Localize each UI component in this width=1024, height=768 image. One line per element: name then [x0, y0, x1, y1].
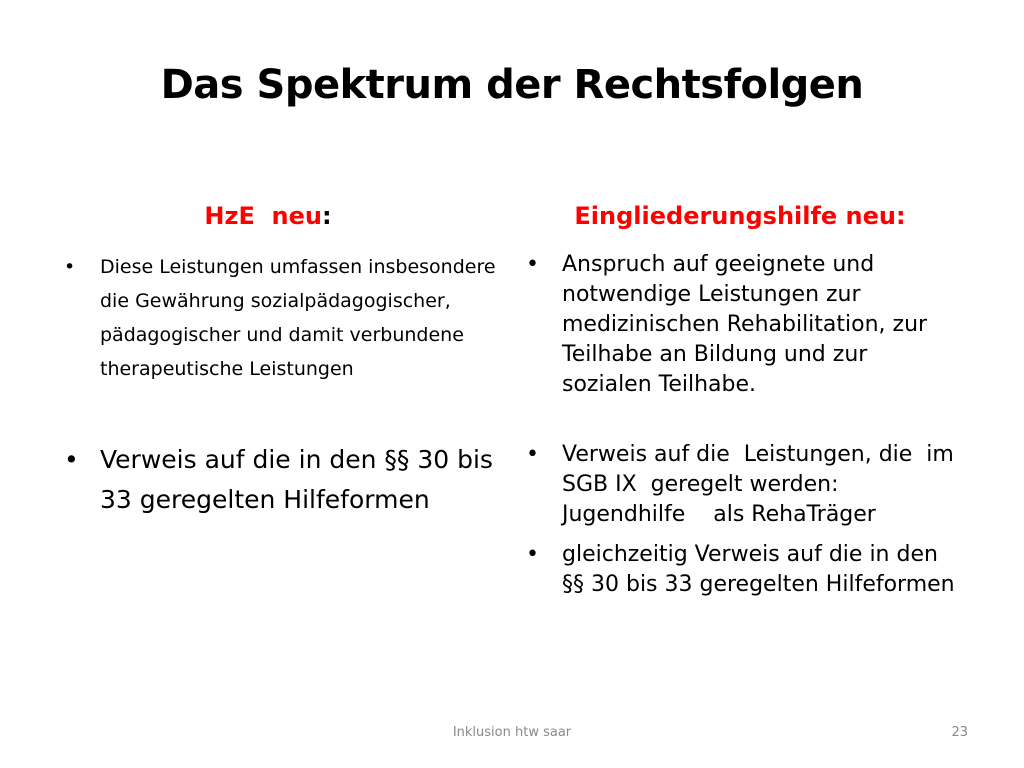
right-column-heading: Eingliederungshilfe neu: [574, 202, 906, 230]
left-column-heading [38, 200, 498, 232]
page-number: 23 [951, 725, 968, 740]
slide-title: Das Spektrum der Rechtsfolgen [160, 62, 864, 108]
bullet-icon: • [526, 442, 539, 467]
footer-text: Inklusion htw saar [452, 725, 572, 740]
bullet-icon: • [526, 252, 539, 277]
bullet-icon: • [64, 256, 76, 278]
bullet-text: gleichzeitig Verweis auf die in den §§ 30 bis 33 geregelten Hilfeformen [562, 542, 955, 597]
bullet-text: Verweis auf die Leistungen, die im SGB IX geregelt werden: Jugendhilfe als RehaTräger [562, 442, 968, 527]
bullet-icon: • [64, 445, 79, 474]
left-heading-text: HzE neu [204, 202, 322, 230]
left-heading-colon: : [322, 202, 332, 230]
right-column [520, 200, 968, 600]
list-item [520, 440, 968, 530]
left-bullet-list [58, 250, 498, 520]
list-item [58, 440, 498, 520]
bullet-text: Diese Leistungen umfassen insbesondere die Gewährung sozialpädagogischer, pädagogischer und damit verbundene therapeutische Leistungen [100, 256, 496, 380]
bullet-text: Verweis auf die in den §§ 30 bis 33 geregelten Hilfeformen [100, 445, 493, 514]
list-item [520, 250, 960, 400]
list-item [58, 250, 498, 386]
right-bullet-list [520, 250, 968, 600]
list-item [520, 540, 960, 600]
bullet-icon: • [526, 542, 539, 567]
bullet-text: Anspruch auf geeignete und notwendige Leistungen zur medizinischen Rehabilitation, zur Teilhabe an Bildung und zur sozialen Teilhabe. [562, 252, 928, 397]
left-column [58, 200, 498, 520]
